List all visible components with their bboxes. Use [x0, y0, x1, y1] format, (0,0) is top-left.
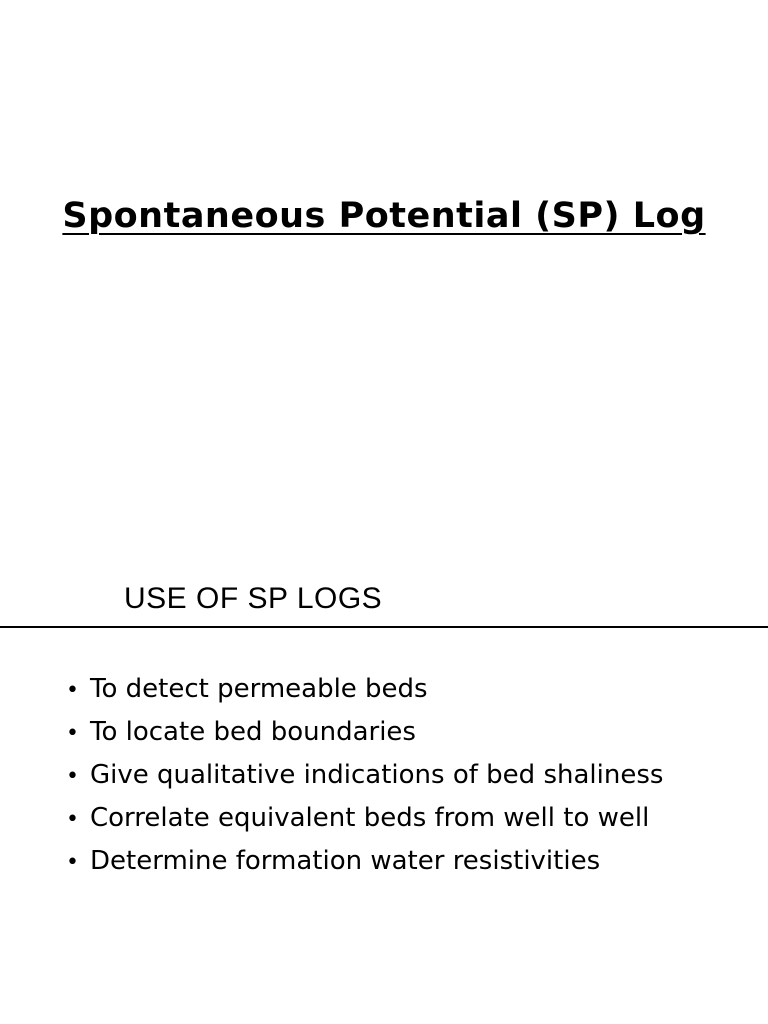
- bullet-text: Give qualitative indications of bed shaliness: [90, 760, 664, 790]
- bullet-icon: •: [66, 764, 79, 789]
- bullet-icon: •: [66, 721, 79, 746]
- list-item: [66, 674, 663, 717]
- list-item: [66, 717, 663, 760]
- bullet-text: To detect permeable beds: [90, 674, 428, 704]
- bullet-text: Determine formation water resistivities: [90, 846, 601, 876]
- divider-line: [0, 626, 768, 628]
- list-item: [66, 803, 663, 846]
- bullet-text: Correlate equivalent beds from well to well: [90, 803, 650, 833]
- list-item: [66, 760, 663, 803]
- list-item: [66, 846, 663, 889]
- slide-title: Spontaneous Potential (SP) Log: [62, 196, 706, 236]
- bullet-icon: •: [66, 850, 79, 875]
- bullet-list: [66, 674, 663, 889]
- bullet-icon: •: [66, 807, 79, 832]
- section-heading: USE OF SP LOGS: [124, 582, 383, 615]
- bullet-text: To locate bed boundaries: [90, 717, 416, 747]
- bullet-icon: •: [66, 678, 79, 703]
